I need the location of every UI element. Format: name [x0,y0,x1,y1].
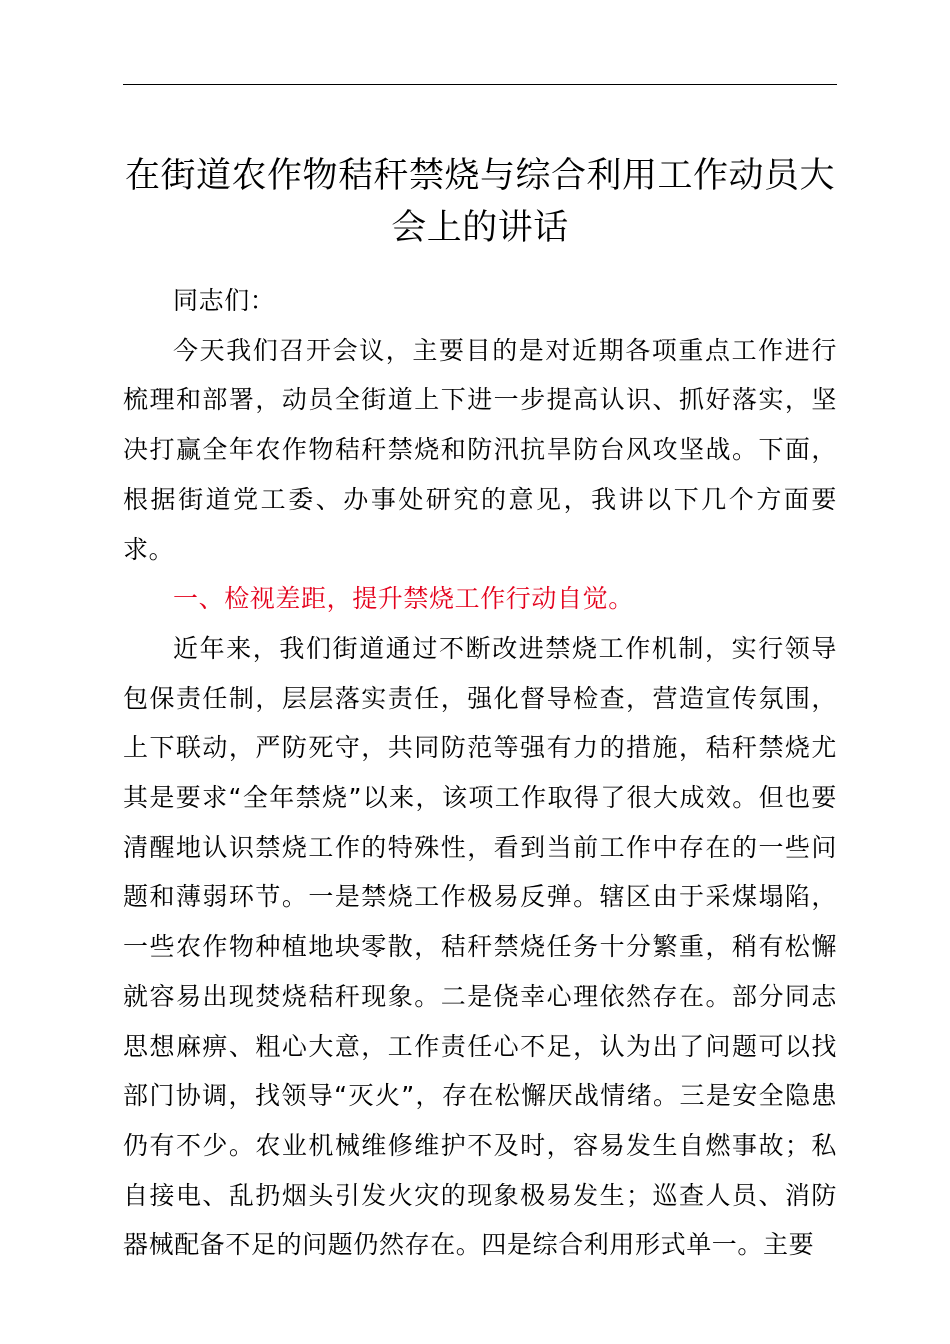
section-paragraph: 近年来，我们街道通过不断改进禁烧工作机制，实行领导包保责任制，层层落实责任，强化督导检查，营造宣传氛围，上下联动，严防死守，共同防范等强有力的措施，秸秆禁烧尤其是要求“全年禁烧”以来，该项工作取得了很大成效。但也要清醒地认识禁烧工作的特殊性，看到当前工作中存在的一些问题和薄弱环节。一是禁烧工作极易反弹。辖区由于采煤塌陷，一些农作物种植地块零散，秸秆禁烧任务十分繁重，稍有松懈就容易出现焚烧秸秆现象。二是侥幸心理依然存在。部分同志思想麻痹、粗心大意，工作责任心不足，认为出了问题可以找部门协调，找领导“灭火”，存在松懈厌战情绪。三是安全隐患仍有不少。农业机械维修维护不及时，容易发生自燃事故；私自接电、乱扔烟头引发火灾的现象极易发生；巡查人员、消防器械配备不足的问题仍然存在。四是综合利用形式单一。主要 [123,633,837,1260]
header-rule [123,84,837,85]
document-body [123,276,837,1270]
section-heading: 一、检视差距，提升禁烧工作行动自觉。 [173,584,634,614]
salutation: 同志们： [173,286,276,315]
opening-paragraph: 今天我们召开会议，主要目的是对近期各项重点工作进行梳理和部署，动员全街道上下进一步提高认识、抓好落实，坚决打赢全年农作物秸秆禁烧和防汛抗旱防台风攻坚战。下面，根据街道党工委、办事处研究的意见，我讲以下几个方面要求。 [123,335,837,564]
page-title: 在街道农作物秸秆禁烧与综合利用工作动员大会上的讲话 [124,156,835,248]
